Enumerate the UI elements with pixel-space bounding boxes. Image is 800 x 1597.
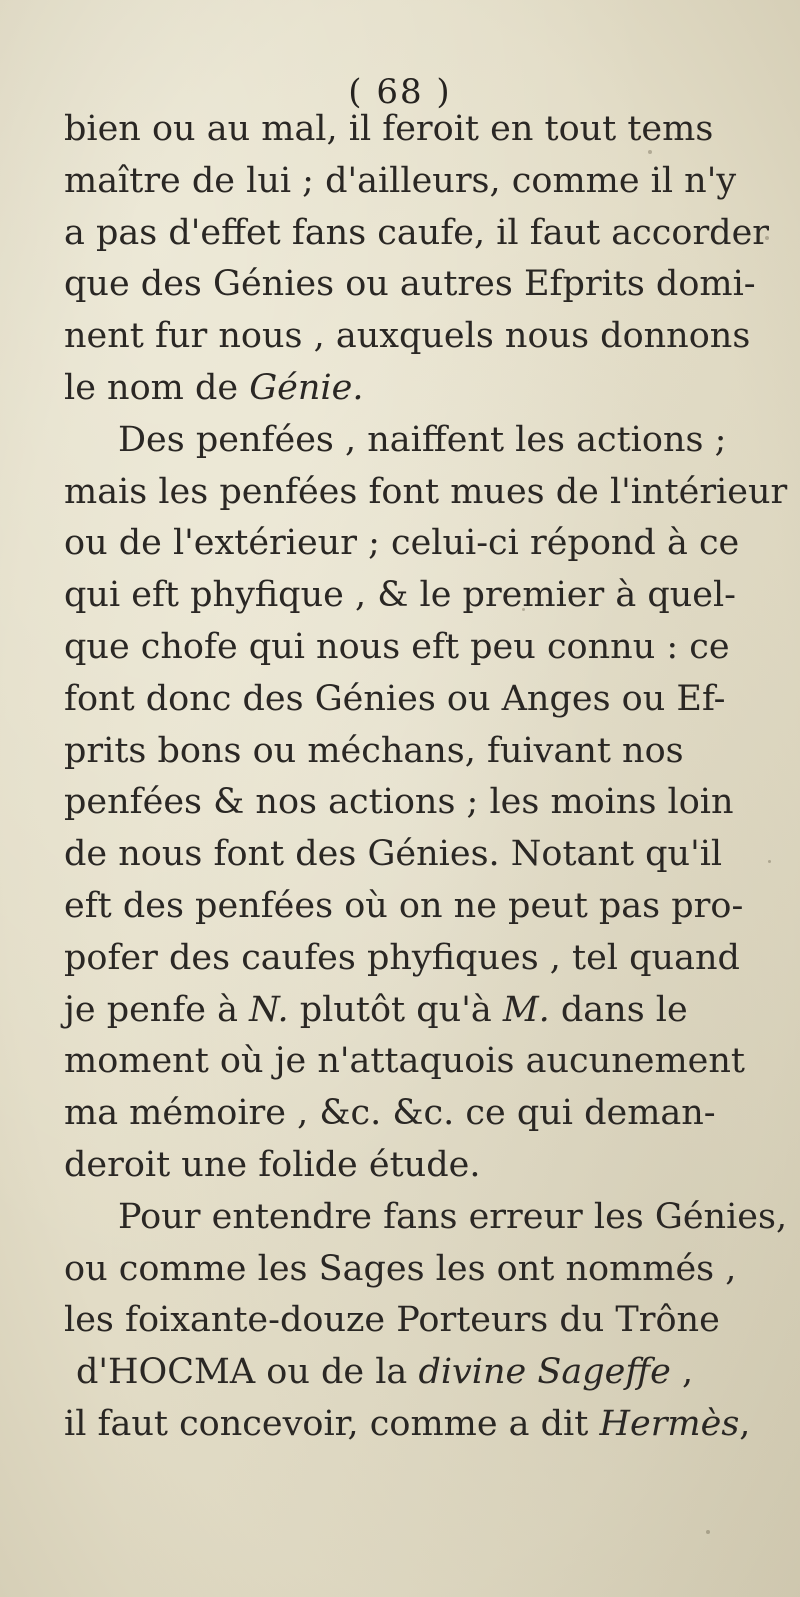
text-line [64, 1140, 724, 1192]
text-line [64, 985, 724, 1037]
text-segment: mais les penfées font mues de l'intérieur [64, 471, 788, 512]
text-line [64, 467, 788, 519]
text-segment: ma mémoire , &c. &c. ce qui deman- [64, 1093, 716, 1134]
text-segment: nent fur nous , auxquels nous donnons [64, 316, 751, 357]
text-line [64, 259, 756, 311]
text-segment: Des penfées , naiffent les actions ; [118, 419, 727, 460]
text-line [64, 1295, 724, 1347]
italic-text: N. [249, 989, 289, 1030]
text-line [64, 156, 737, 208]
italic-text: divine Sageffe [418, 1352, 671, 1393]
text-segment: deroit une folide étude. [64, 1144, 481, 1185]
text-segment: penfées & nos actions ; les moins loin [64, 782, 734, 823]
text-segment: les foixante-douze Porteurs du Trône [64, 1300, 720, 1341]
text-segment: il faut concevoir, comme a dit [64, 1403, 600, 1444]
text-segment: bien ou au mal, il feroit en tout tems [64, 109, 714, 149]
italic-text: Hermès [599, 1403, 740, 1444]
text-segment: le nom de [64, 367, 250, 408]
page-body-text [64, 104, 788, 1451]
text-segment: ou de l'extérieur ; celui-ci répond à ce [64, 523, 740, 564]
text-line [64, 570, 737, 622]
text-line [64, 933, 740, 985]
italic-text: Génie. [249, 367, 364, 408]
text-segment: , [670, 1352, 694, 1393]
text-line [64, 311, 751, 363]
text-line [64, 881, 744, 933]
text-line [64, 1244, 737, 1296]
text-segment: que des Génies ou autres Efprits domi- [64, 264, 756, 305]
text-line [64, 726, 724, 778]
text-line [64, 1036, 745, 1088]
paragraph-first-line [64, 415, 727, 467]
text-segment: d'HOCMA ou de la [76, 1352, 419, 1393]
text-segment: , [739, 1403, 751, 1444]
text-line [64, 777, 734, 829]
text-segment: plutôt qu'à [288, 989, 503, 1030]
text-segment: dans le [549, 989, 688, 1030]
text-line [64, 104, 724, 156]
text-line [64, 829, 724, 881]
text-segment: moment où je n'attaquois aucunement [64, 1041, 745, 1082]
text-line [64, 208, 770, 260]
text-line [64, 1088, 724, 1140]
text-segment: que chofe qui nous eft peu connu : ce [64, 626, 730, 667]
text-segment: pofer des caufes phyfiques , tel quand [64, 937, 740, 978]
text-segment: je penfe à [64, 989, 250, 1030]
paper-speck [768, 860, 771, 863]
text-segment: eft des penfées où on ne peut pas pro- [64, 885, 744, 926]
text-segment: ou comme les Sages les ont nommés , [64, 1248, 737, 1289]
page-number: ( 68 ) [348, 72, 452, 112]
paper-speck [706, 1530, 710, 1534]
text-line [64, 363, 724, 415]
italic-text: M. [502, 989, 550, 1030]
text-segment: de nous font des Génies. Notant qu'il [64, 834, 723, 875]
text-segment: font donc des Génies ou Anges ou Ef- [64, 678, 726, 719]
text-line [64, 1347, 724, 1399]
text-segment: Pour entendre fans erreur les Génies, [118, 1196, 788, 1237]
text-line [64, 674, 724, 726]
text-line [64, 518, 740, 570]
text-segment: maître de lui ; d'ailleurs, comme il n'y [64, 160, 737, 201]
text-line [64, 622, 730, 674]
paragraph-first-line [64, 1192, 788, 1244]
text-segment: qui eft phyfique , & le premier à quel- [64, 575, 737, 616]
text-segment: prits bons ou méchans, fuivant nos [64, 730, 684, 771]
text-line [64, 1399, 751, 1451]
text-segment: a pas d'effet fans caufe, il faut accorder [64, 212, 770, 253]
